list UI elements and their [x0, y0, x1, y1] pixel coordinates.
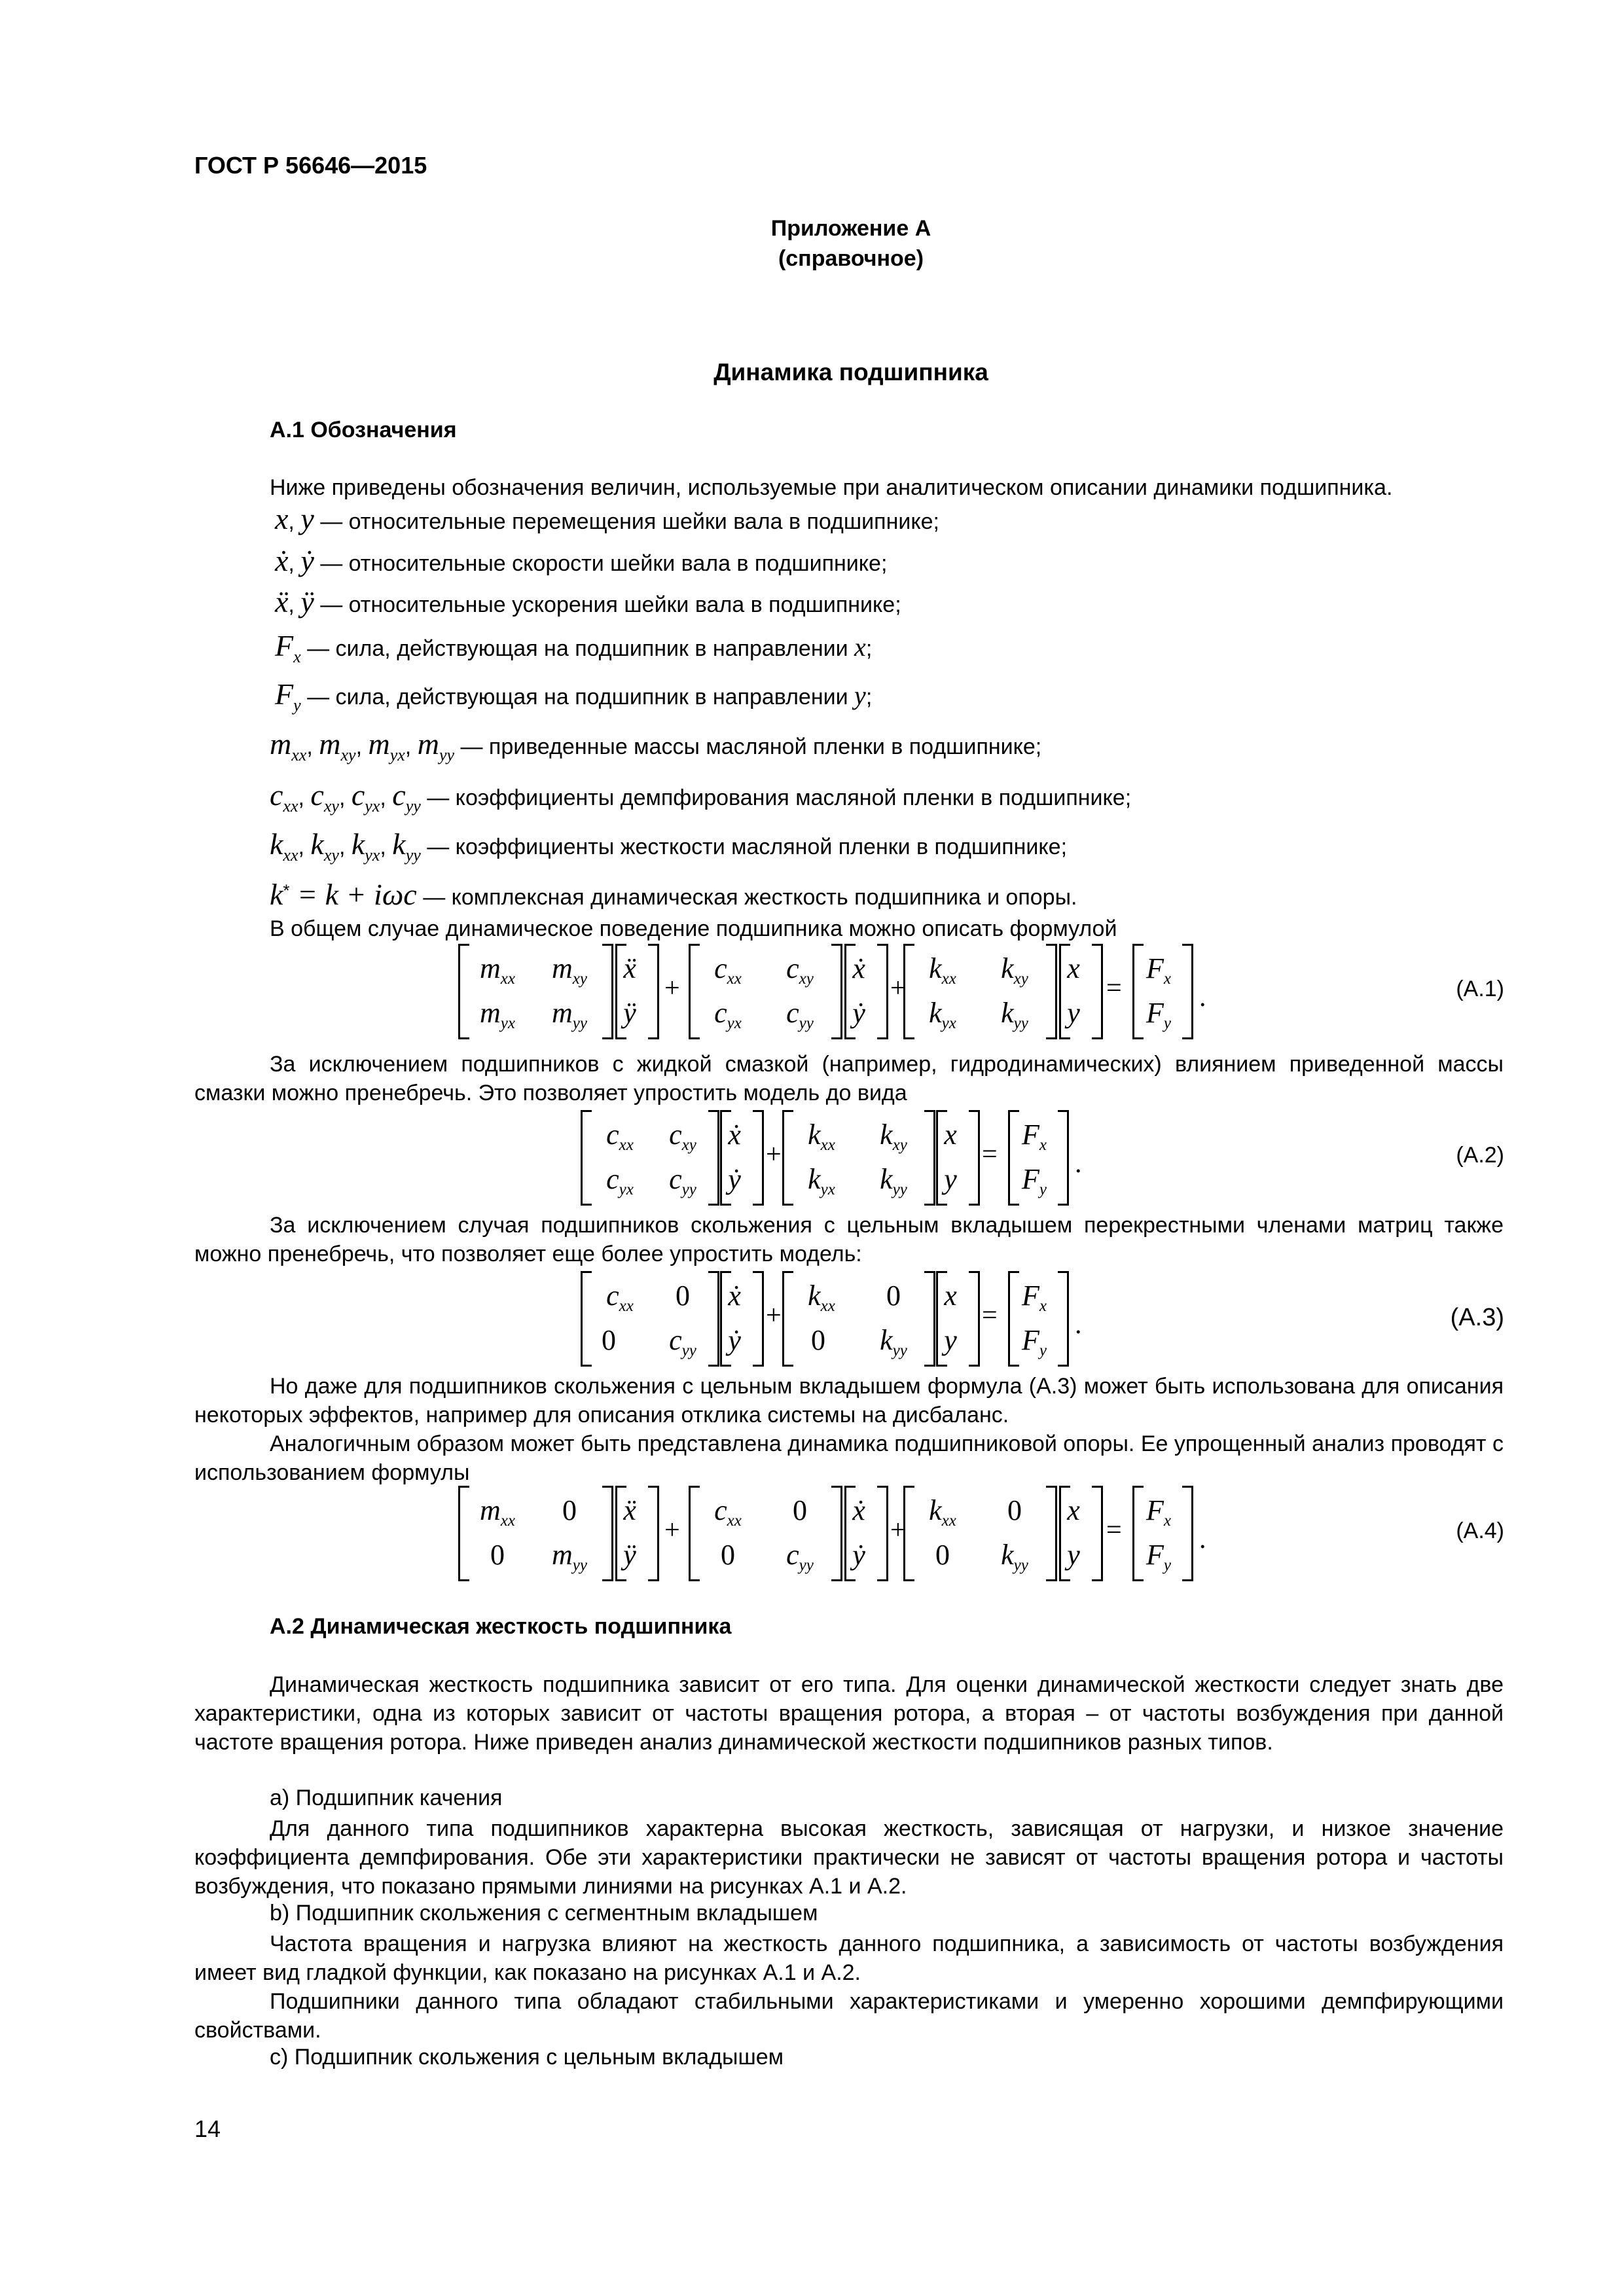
- list-item-a: а) Подшипник качения: [270, 1785, 503, 1810]
- definition-item: $F_x$ — сила, действующая на подшипник в направлении x;: [275, 629, 873, 666]
- definition-item: $F_y$ — сила, действующая на подшипник в направлении y;: [275, 677, 873, 715]
- paragraph: Подшипники данного типа обладают стабильными характеристиками и умеренно хорошими демпфирующими свойствами.: [194, 1989, 1504, 2043]
- definition-item: ẍ, ÿ — относительные ускорения шейки вала в подшипнике;: [275, 585, 901, 619]
- paragraph: Аналогичным образом может быть представлена динамика подшипниковой опоры. Ее упрощенный анализ проводят с использованием формулы: [194, 1431, 1504, 1485]
- equation-a1: $m_{xx}$ $m_{xy}$ $m_{yx}$ $m_{yy}$ ẍ ÿ + $c_{xx}$ $c_{xy}$ $c_{yx}$ $c_{yy}$ ẋ ẏ + $k_{xx}$ $k_{xy}$ $k_{yx}$ $k_{yy}$ x y = $F_x$ $F_y$ . (А.1): [0, 942, 1624, 1041]
- definition-item: $k_{xx}$, $k_{xy}$, $k_{yx}$, $k_{yy}$ — коэффициенты жесткости масляной пленки в подшипнике;: [270, 827, 1068, 865]
- equation-a4: $m_{xx}$ 0 0 $m_{yy}$ ẍ ÿ + $c_{xx}$ 0 0 $c_{yy}$ ẋ ẏ + $k_{xx}$ 0 0 $k_{yy}$ x y = $F_x$ $F_y$ . (А.4): [0, 1484, 1624, 1583]
- equation-number: (А.2): [1456, 1143, 1504, 1168]
- equation-number: (А.1): [1456, 977, 1504, 1001]
- a1-intro: Ниже приведены обозначения величин, используемые при аналитическом описании динамики подшипника.: [270, 475, 1393, 500]
- annex-note: (справочное): [778, 246, 924, 271]
- equation-number: (А.4): [1456, 1518, 1504, 1543]
- definition-item: x, y — относительные перемещения шейки вала в подшипнике;: [275, 502, 939, 535]
- equation-a2: $c_{xx}$ $c_{xy}$ $c_{yx}$ $c_{yy}$ ẋ ẏ + $k_{xx}$ $k_{xy}$ $k_{yx}$ $k_{yy}$ x y = $F_x$ $F_y$ . (А.2): [0, 1109, 1624, 1207]
- paragraph: Динамическая жесткость подшипника зависит от его типа. Для оценки динамической жесткости следует знать две характеристики, одна из которых зависит от частоты вращения ротора, а вторая – от частоты возбуждения при данной частоте вращения ротора. Ниже приведен анализ динамической жесткости подшипников разных типов.: [194, 1672, 1504, 1755]
- equation-number: (А.3): [1450, 1304, 1504, 1331]
- section-a2-heading: А.2 Динамическая жесткость подшипника: [270, 1614, 732, 1639]
- equation-a3: $c_{xx}$ 0 0 $c_{yy}$ ẋ ẏ + $k_{xx}$ 0 0 $k_{yy}$ x y = $F_x$ $F_y$ . (А.3): [0, 1270, 1624, 1368]
- definition-item: $c_{xx}$, $c_{xy}$, $c_{yx}$, $c_{yy}$ — коэффициенты демпфирования масляной пленки в подшипнике;: [270, 778, 1132, 816]
- paragraph: Но даже для подшипников скольжения с цельным вкладышем формула (А.3) может быть использована для описания некоторых эффектов, например для описания отклика системы на дисбаланс.: [194, 1374, 1504, 1427]
- list-item-b: b) Подшипник скольжения с сегментным вкладышем: [270, 1901, 818, 1926]
- annex-title: Приложение А: [770, 216, 931, 241]
- definition-item: k* = k + iωc — комплексная динамическая жесткость подшипника и опоры.: [270, 878, 1077, 911]
- paragraph: За исключением случая подшипников скольжения с цельным вкладышем перекрестными членами матриц также можно пренебречь, что позволяет еще более упростить модель:: [194, 1213, 1504, 1266]
- list-item-c: c) Подшипник скольжения с цельным вкладышем: [270, 2045, 784, 2070]
- page-number: 14: [194, 2115, 221, 2142]
- general-formula-text: В общем случае динамическое поведение подшипника можно описать формулой: [270, 916, 1117, 941]
- paragraph: Частота вращения и нагрузка влияют на жесткость данного подшипника, а зависимость от частоты возбуждения имеет вид гладкой функции, как показано на рисунках А.1 и А.2.: [194, 1931, 1504, 1985]
- definition-item: $m_{xx}$, $m_{xy}$, $m_{yx}$, $m_{yy}$ — приведенные массы масляной пленки в подшипнике;: [270, 727, 1042, 764]
- section-a1-heading: А.1 Обозначения: [270, 418, 457, 442]
- definition-item: ẋ, ẏ — относительные скорости шейки вала в подшипнике;: [275, 544, 888, 577]
- paragraph: Для данного типа подшипников характерна высокая жесткость, зависящая от нагрузки, и низкое значение коэффициента демпфирования. Обе эти характеристики практически не зависят от частоты вращения ротора и частоты возбуждения, что показано прямыми линиями на рисунках А.1 и А.2.: [194, 1816, 1504, 1899]
- paragraph: За исключением подшипников с жидкой смазкой (например, гидродинамических) влиянием приведенной массы смазки можно пренебречь. Это позволяет упростить модель до вида: [194, 1052, 1504, 1105]
- document-id: ГОСТ Р 56646—2015: [194, 152, 427, 179]
- main-title: Динамика подшипника: [713, 359, 988, 386]
